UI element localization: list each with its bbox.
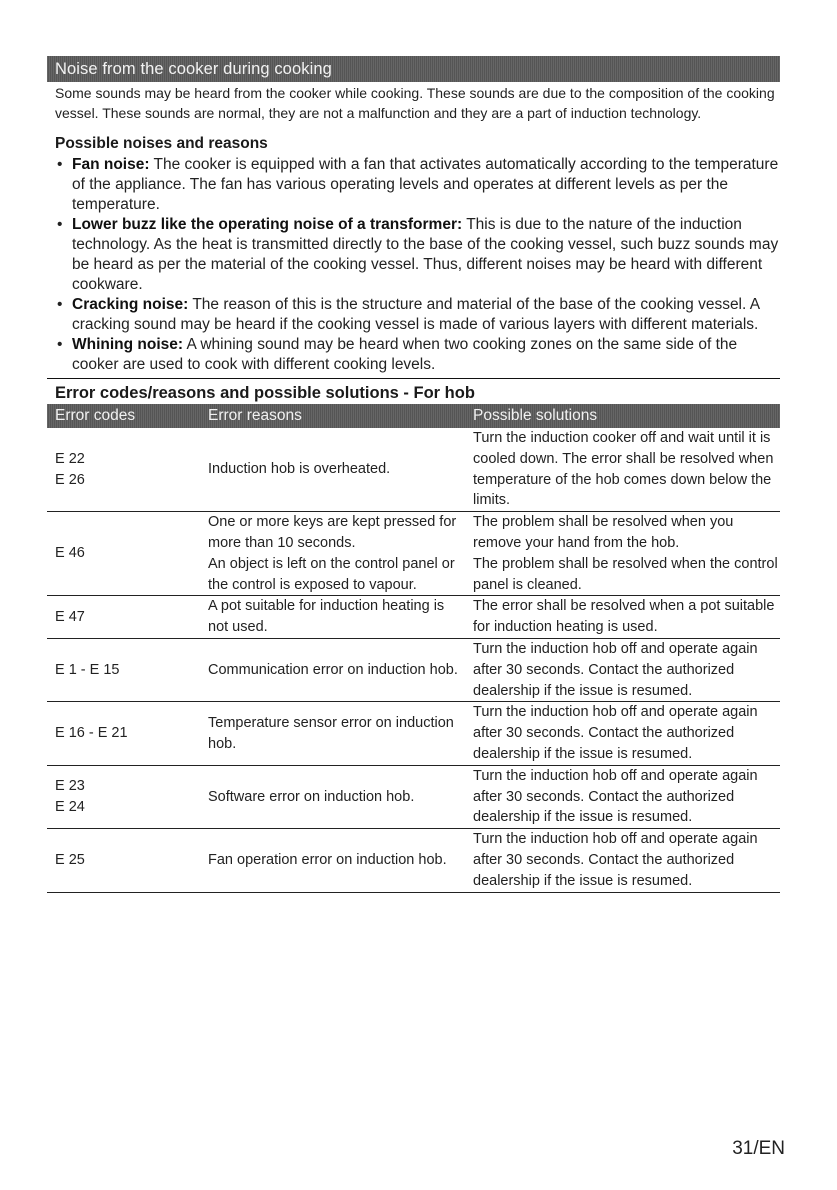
error-table-title: Error codes/reasons and possible solutions - For hob: [55, 384, 475, 402]
error-reason: Software error on induction hob.: [208, 788, 415, 805]
noise-term: Whining noise:: [72, 336, 184, 353]
error-solution: The error shall be resolved when a pot suitable for induction heating is used.: [473, 598, 775, 636]
error-reason-cell: [200, 428, 465, 511]
page-number: 31/EN: [732, 1138, 785, 1159]
error-code: E 22: [55, 450, 85, 467]
noise-list: [47, 155, 780, 375]
error-reason: Induction hob is overheated.: [208, 461, 391, 478]
noise-subheading: Possible noises and reasons: [55, 135, 268, 152]
error-solution: Turn the induction hob off and operate again after 30 seconds. Contact the authorized dealership if the issue is resumed.: [473, 704, 758, 762]
noise-description: The cooker is equipped with a fan that activates automatically according to the temperature of the appliance. The fan has various operating levels and operates at different levels as per the temperature.: [72, 156, 779, 213]
error-code: E 23: [55, 778, 85, 795]
noise-description: The reason of this is the structure and material of the base of the cooking vessel. A cracking sound may be heard if the cooking vessel is made of various layers with different materials.: [72, 296, 760, 333]
error-solution: Turn the induction hob off and operate again after 30 seconds. Contact the authorized dealership if the issue is resumed.: [473, 640, 758, 699]
error-reason: Fan operation error on induction hob.: [208, 851, 447, 868]
error-rows: [47, 428, 780, 893]
error-solution-cell: [465, 829, 780, 891]
table-row: [47, 766, 780, 829]
table-row: [47, 512, 780, 596]
error-reason-cell: [200, 702, 465, 764]
error-code-cell: [47, 428, 200, 511]
table-row: [47, 596, 780, 639]
error-solution: Turn the induction cooker off and wait until it is cooled down. The error shall be resolved when temperature of the hob comes down below the limits.: [473, 430, 774, 509]
table-row: [47, 829, 780, 892]
noise-description: A whining sound may be heard when two cooking zones on the same side of the cooker are used to cook with different cooking levels.: [72, 336, 738, 373]
error-solution-cell: [465, 596, 780, 638]
error-reason-cell: [200, 829, 465, 891]
error-code-cell: [47, 829, 200, 891]
error-reason-cell: [200, 596, 465, 638]
error-reason: Temperature sensor error on induction hob.: [208, 714, 454, 752]
noise-section-title: Noise from the cooker during cooking: [47, 56, 780, 82]
error-reason-cell: [200, 639, 465, 701]
error-table-header: [47, 404, 780, 428]
error-code-cell: [47, 639, 200, 701]
error-table: [47, 404, 780, 893]
error-code: E 16 - E 21: [55, 725, 128, 742]
error-solution: The problem shall be resolved when the control panel is cleaned.: [473, 555, 778, 593]
noise-term: Fan noise:: [72, 156, 150, 173]
error-reason: One or more keys are kept pressed for more than 10 seconds.: [208, 514, 457, 551]
header-error-reasons: Error reasons: [208, 407, 302, 424]
error-reason: A pot suitable for induction heating is not used.: [208, 598, 445, 636]
error-code: E 26: [55, 471, 85, 488]
error-solution-cell: [465, 428, 780, 511]
error-code: E 46: [55, 545, 85, 562]
error-reason-cell: [200, 766, 465, 828]
error-solution: Turn the induction hob off and operate again after 30 seconds. Contact the authorized dealership if the issue is resumed.: [473, 831, 758, 889]
error-solution-cell: [465, 766, 780, 828]
error-solution-cell: [465, 702, 780, 764]
error-code-cell: [47, 596, 200, 638]
table-row: [47, 702, 780, 765]
noise-item: [55, 295, 780, 335]
noise-item: [55, 335, 780, 375]
bullet-icon: •: [57, 216, 63, 233]
error-code: E 24: [55, 798, 85, 815]
noise-term: Lower buzz like the operating noise of a transformer:: [72, 216, 463, 233]
noise-term: Cracking noise:: [72, 296, 189, 313]
error-solution: Turn the induction hob off and operate again after 30 seconds. Contact the authorized dealership if the issue is resumed.: [473, 767, 758, 826]
noise-item: [55, 155, 780, 215]
bullet-icon: •: [57, 296, 63, 313]
table-row: [47, 639, 780, 702]
error-solution-cell: [465, 639, 780, 701]
bullet-icon: •: [57, 336, 63, 353]
noise-item: [55, 215, 780, 295]
error-reason: Communication error on induction hob.: [208, 661, 458, 678]
section-divider: [47, 378, 780, 379]
error-reason: An object is left on the control panel or the control is exposed to vapour.: [208, 555, 455, 593]
error-solution: The problem shall be resolved when you remove your hand from the hob.: [473, 514, 734, 551]
error-code-cell: [47, 702, 200, 764]
error-reason-cell: [200, 512, 465, 595]
table-row: [47, 428, 780, 512]
error-code-cell: [47, 512, 200, 595]
header-error-codes: Error codes: [55, 407, 136, 424]
error-code-cell: [47, 766, 200, 828]
manual-page: [47, 56, 780, 893]
header-possible-solutions: Possible solutions: [473, 407, 598, 424]
error-solution-cell: [465, 512, 780, 595]
error-code: E 1 - E 15: [55, 661, 120, 678]
error-code: E 25: [55, 851, 85, 868]
noise-intro: Some sounds may be heard from the cooker while cooking. These sounds are due to the composition of the cooking vessel. These sounds are normal, they are not a malfunction and they are a part of induction technology.: [55, 85, 775, 121]
noise-description: This is due to the nature of the induction technology. As the heat is transmitted directly to the base of the cooking vessel, such buzz sounds may be heard as per the material of the cooking vessel. Thus, different noises may be heard with different cookware.: [72, 216, 779, 293]
error-code: E 47: [55, 608, 85, 625]
bullet-icon: •: [57, 156, 63, 173]
